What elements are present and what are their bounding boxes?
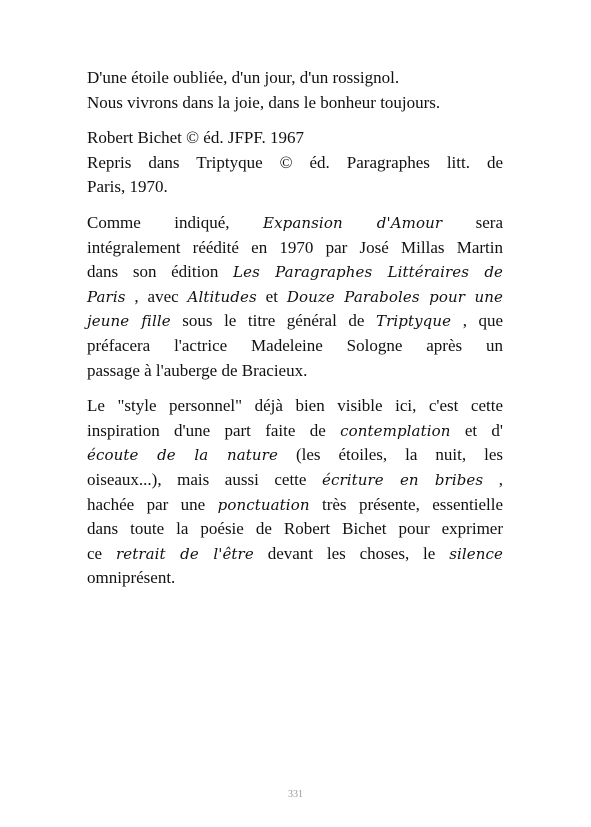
text-line: [87, 443, 503, 468]
poem-line: Nous vivrons dans la joie, dans le bonheur toujours.: [87, 92, 441, 112]
italic-term: contemplation: [340, 421, 451, 440]
poem-excerpt: [87, 66, 503, 115]
text-line: Le "style personnel" déjà bien visible ici, c'est cette: [87, 396, 503, 416]
text-line: [87, 493, 503, 518]
page-number: 331: [288, 789, 303, 800]
text-run: dans son édition: [87, 262, 219, 282]
commentary-paragraph-2: [87, 394, 503, 591]
italic-term: silence: [449, 544, 504, 563]
text-line: dans toute la poésie de Robert Bichet pour exprimer: [87, 519, 503, 539]
text-line: préfacera l'actrice Madeleine Sologne après un: [87, 335, 503, 355]
credits-line: Repris dans Triptyque © éd. Paragraphes litt. de: [87, 152, 503, 172]
text-line: intégralement réédité en 1970 par José Millas Martin: [87, 237, 503, 257]
text-line: [87, 285, 503, 310]
italic-title: jeune fille: [87, 312, 171, 331]
text-line: [87, 309, 503, 334]
credits-line: Robert Bichet © éd. JFPF. 1967: [87, 128, 304, 148]
italic-title: Triptyque: [376, 312, 452, 331]
italic-term: écoute de la nature: [87, 446, 278, 465]
text-run: , que: [462, 311, 504, 331]
text-line: [87, 211, 503, 236]
credits-line: Paris, 1970.: [87, 177, 168, 197]
text-run: ce: [87, 543, 103, 563]
credits-paragraph: [87, 126, 503, 200]
text-line: [87, 419, 503, 444]
italic-term: ponctuation: [217, 495, 310, 514]
text-run: sous le titre général de: [182, 311, 365, 331]
italic-title: Paris: [87, 287, 126, 306]
text-line: omniprésent.: [87, 568, 176, 588]
poem-line: D'une étoile oubliée, d'un jour, d'un rossignol.: [87, 68, 400, 87]
text-run: et: [265, 286, 278, 306]
italic-term: écriture en bribes: [322, 470, 484, 489]
text-run: et d': [464, 420, 503, 440]
italic-title: Expansion d'Amour: [263, 213, 443, 232]
italic-title: Douze Paraboles pour une: [286, 287, 504, 306]
text-run: oiseaux...), mais aussi cette: [87, 469, 307, 489]
italic-title: Les Paragraphes Littéraires de: [233, 263, 503, 282]
text-run: (les étoiles, la nuit, les: [295, 445, 503, 465]
italic-title: Altitudes: [187, 287, 257, 306]
text-run: Comme indiqué,: [87, 212, 230, 232]
italic-term: retrait de l'être: [115, 544, 254, 563]
text-run: très présente, essentielle: [322, 494, 504, 514]
text-run: , avec: [134, 286, 179, 306]
text-run: devant les choses, le: [267, 543, 436, 563]
text-run: inspiration d'une part faite de: [87, 420, 326, 440]
text-run: sera: [475, 212, 503, 232]
commentary-paragraph-1: [87, 211, 503, 383]
text-line: passage à l'auberge de Bracieux.: [87, 360, 308, 380]
text-line: [87, 468, 503, 493]
text-run: hachée par une: [87, 494, 206, 514]
text-line: [87, 260, 503, 285]
text-run: ,: [498, 469, 504, 489]
page-body: [87, 66, 503, 602]
text-line: [87, 542, 503, 567]
